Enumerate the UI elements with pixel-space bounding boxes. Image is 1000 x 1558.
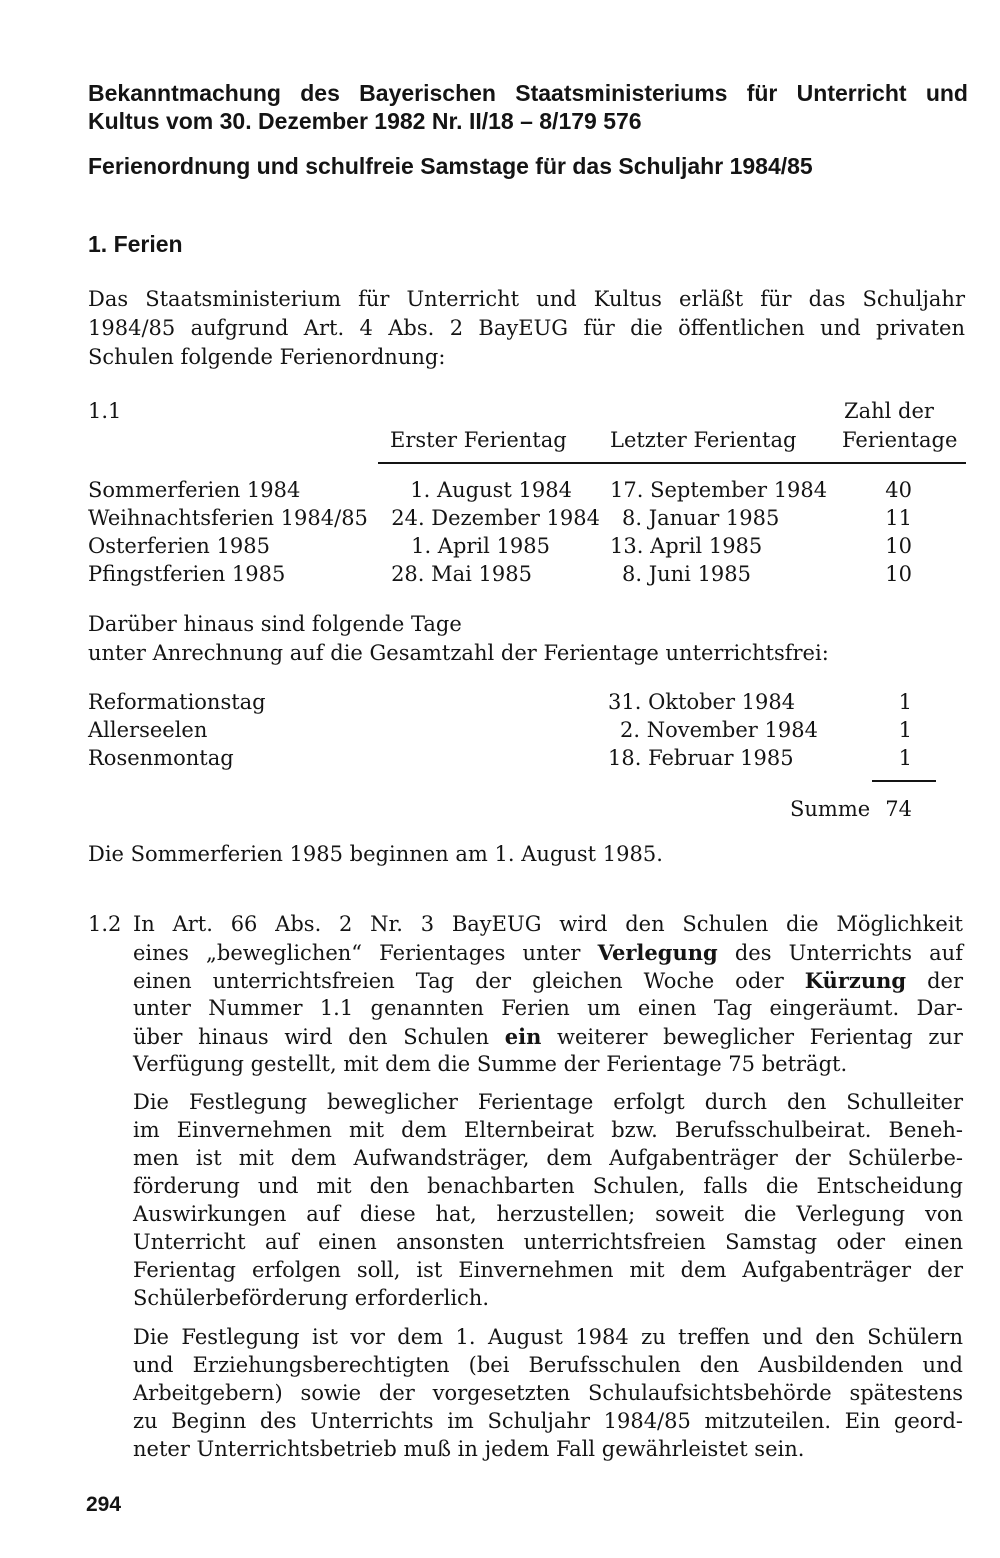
section-heading: 1. Ferien — [88, 231, 183, 257]
paragraph-line: förderung und mit den benachbarten Schulen, falls die Entscheidung — [133, 1174, 963, 1198]
paragraph-line: neter Unterrichtsbetrieb muß in jedem Fall gewährleistet sein. — [133, 1437, 805, 1461]
column-header-first-day: Erster Ferientag — [390, 428, 567, 452]
last-day: 17. September 1984 — [610, 478, 828, 502]
table-rule — [378, 462, 966, 464]
paragraph-line: Schülerbeförderung erforderlich. — [133, 1286, 490, 1310]
first-day: 1. April 1985 — [411, 534, 550, 558]
last-day: 13. April 1985 — [610, 534, 763, 558]
extra-day-name: Rosenmontag — [88, 746, 234, 770]
extra-day-count: 1 — [898, 718, 912, 742]
intro-line: 1984/85 aufgrund Art. 4 Abs. 2 BayEUG für die öffentlichen und privaten — [88, 316, 965, 340]
paragraph-line: Arbeitgebern) sowie der vorgesetzten Schulaufsichtsbehörde spätestens — [133, 1381, 963, 1405]
subtitle: Ferienordnung und schulfreie Samstage für das Schuljahr 1984/85 — [88, 153, 813, 179]
column-header-days-1: Zahl der — [844, 399, 934, 423]
table-number: 1.1 — [88, 399, 122, 423]
column-header-days-2: Ferientage — [842, 428, 958, 452]
emphasis-kuerzung: Kürzung — [804, 968, 907, 993]
emphasis-ein: ein — [504, 1024, 542, 1049]
paragraph-line: Die Festlegung beweglicher Ferientage erfolgt durch den Schulleiter — [133, 1090, 963, 1114]
holiday-name: Pfingstferien 1985 — [88, 562, 286, 586]
sum-value: 74 — [885, 797, 912, 821]
paragraph-line: Unterricht auf einen ansonsten unterrichtsfreien Samstag oder einen — [133, 1230, 963, 1254]
last-day: 8. Juni 1985 — [622, 562, 752, 586]
first-day: 28. Mai 1985 — [391, 562, 532, 586]
title-line-2: Kultus vom 30. Dezember 1982 Nr. II/18 – 8/179 576 — [88, 108, 642, 134]
extra-day-name: Reformationstag — [88, 690, 266, 714]
paragraph-line: und Erziehungsberechtigten (bei Berufsschulen den Ausbildenden und — [133, 1353, 963, 1377]
paragraph-line: einen unterrichtsfreien Tag der gleichen Woche oder Kürzung der — [133, 968, 963, 993]
extra-day-count: 1 — [898, 690, 912, 714]
sum-rule — [872, 780, 936, 782]
title-line-1: Bekanntmachung des Bayerischen Staatsministeriums für Unterricht und — [88, 80, 968, 106]
summer-note: Die Sommerferien 1985 beginnen am 1. August 1985. — [88, 842, 663, 866]
paragraph-line: über hinaus wird den Schulen ein weiterer beweglicher Ferientag zur — [133, 1024, 963, 1049]
extra-intro-2: unter Anrechnung auf die Gesamtzahl der Ferientage unterrichtsfrei: — [88, 641, 829, 665]
paragraph-line: Ferientag erfolgen soll, ist Einvernehmen mit dem Aufgabenträger der — [133, 1258, 963, 1282]
intro-line: Das Staatsministerium für Unterricht und Kultus erläßt für das Schuljahr — [88, 287, 965, 311]
extra-day-date: 2. November 1984 — [620, 718, 818, 742]
sum-label: Summe — [790, 797, 871, 821]
holiday-name: Sommerferien 1984 — [88, 478, 301, 502]
extra-day-date: 31. Oktober 1984 — [608, 690, 796, 714]
day-count: 11 — [885, 506, 912, 530]
paragraph-line: Die Festlegung ist vor dem 1. August 1984 zu treffen und den Schülern — [133, 1325, 963, 1349]
first-day: 1. August 1984 — [410, 478, 572, 502]
paragraph-line: unter Nummer 1.1 genannten Ferien um einen Tag eingeräumt. Dar- — [133, 996, 963, 1020]
holiday-name: Osterferien 1985 — [88, 534, 270, 558]
first-day: 24. Dezember 1984 — [391, 506, 600, 530]
paragraph-line: Auswirkungen auf diese hat, herzustellen; soweit die Verlegung von — [133, 1202, 963, 1226]
paragraph-line: zu Beginn des Unterrichts im Schuljahr 1984/85 mitzuteilen. Ein geord- — [133, 1409, 963, 1433]
paragraph-line: In Art. 66 Abs. 2 Nr. 3 BayEUG wird den Schulen die Möglichkeit — [133, 912, 963, 936]
extra-intro-1: Darüber hinaus sind folgende Tage — [88, 612, 462, 636]
paragraph-line: men ist mit dem Aufwandsträger, dem Aufgabenträger der Schülerbe- — [133, 1146, 963, 1170]
extra-day-name: Allerseelen — [88, 718, 208, 742]
extra-day-date: 18. Februar 1985 — [608, 746, 794, 770]
paragraph-line: im Einvernehmen mit dem Elternbeirat bzw. Berufsschulbeirat. Beneh- — [133, 1118, 963, 1142]
section-number: 1.2 — [88, 912, 122, 936]
paragraph-line: eines „beweglichen“ Ferientages unter Verlegung des Unterrichts auf — [133, 940, 963, 965]
day-count: 40 — [885, 478, 912, 502]
last-day: 8. Januar 1985 — [622, 506, 780, 530]
emphasis-verlegung: Verlegung — [597, 940, 718, 965]
extra-day-count: 1 — [898, 746, 912, 770]
day-count: 10 — [885, 562, 912, 586]
column-header-last-day: Letzter Ferientag — [610, 428, 797, 452]
page-number: 294 — [86, 1493, 122, 1516]
day-count: 10 — [885, 534, 912, 558]
holiday-name: Weihnachtsferien 1984/85 — [88, 506, 368, 530]
paragraph-line: Verfügung gestellt, mit dem die Summe der Ferientage 75 beträgt. — [133, 1052, 848, 1076]
intro-line: Schulen folgende Ferienordnung: — [88, 345, 446, 369]
